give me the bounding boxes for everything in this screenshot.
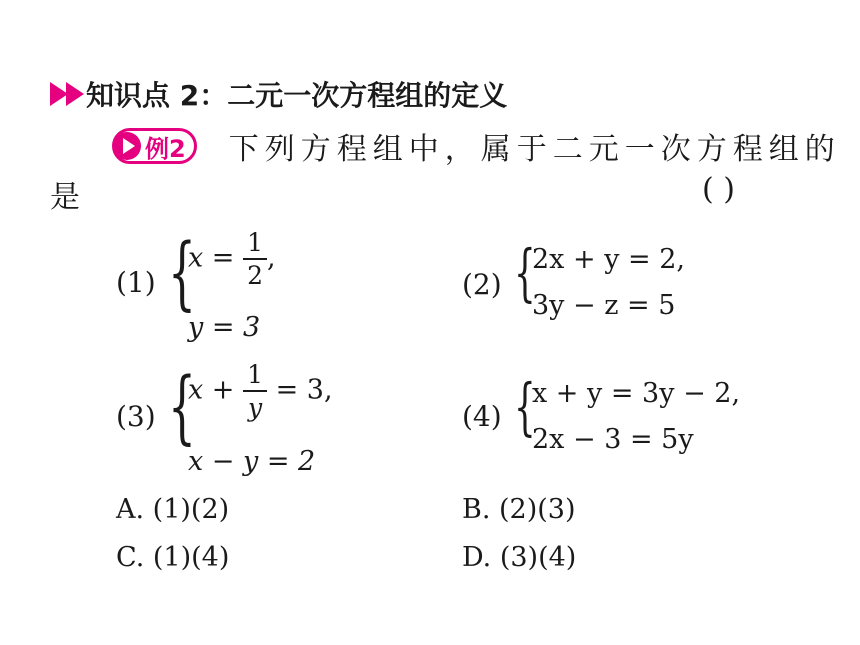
system-3-eq2: x − y = 2 <box>188 446 316 477</box>
left-brace-icon: { <box>168 226 196 319</box>
system-4-eq1: x + y = 3y − 2, <box>532 378 741 409</box>
system-1-eq1: x = $\frac{1}{2}$ , <box>188 228 276 290</box>
system-label: (3) <box>116 400 156 433</box>
system-1-eq2: y = 3 <box>188 312 261 343</box>
example-line <box>112 124 841 168</box>
system-3-eq1: x + $\frac{1}{y}$ = 3, <box>188 360 333 422</box>
example-badge <box>112 128 197 164</box>
left-brace-icon: { <box>514 236 536 309</box>
system-label: (4) <box>462 400 502 433</box>
option-d[interactable]: D. (3)(4) <box>462 542 577 573</box>
question-text-cont: 是 <box>50 180 86 215</box>
system-label: (2) <box>462 268 502 301</box>
left-brace-icon: { <box>514 370 536 443</box>
system-2-eq2: 3y − z = 5 <box>532 290 676 321</box>
option-a[interactable]: A. (1)(2) <box>116 494 230 525</box>
option-c[interactable]: C. (1)(4) <box>116 542 230 573</box>
example-badge-label: 例2 <box>145 134 186 163</box>
option-b[interactable]: B. (2)(3) <box>462 494 576 525</box>
question-text: 下列方程组中，属于二元一次方程组的 <box>228 132 841 167</box>
double-arrow-icon <box>50 82 82 106</box>
heading-text: 知识点 2：二元一次方程组的定义 <box>86 79 508 112</box>
left-brace-icon: { <box>168 360 196 453</box>
system-2-eq1: 2x + y = 2, <box>532 244 685 275</box>
system-4-eq2: 2x − 3 = 5y <box>532 424 694 455</box>
play-icon <box>113 132 141 160</box>
section-heading <box>50 74 507 114</box>
answer-blank: ( ) <box>702 172 735 207</box>
system-label: (1) <box>116 266 156 299</box>
